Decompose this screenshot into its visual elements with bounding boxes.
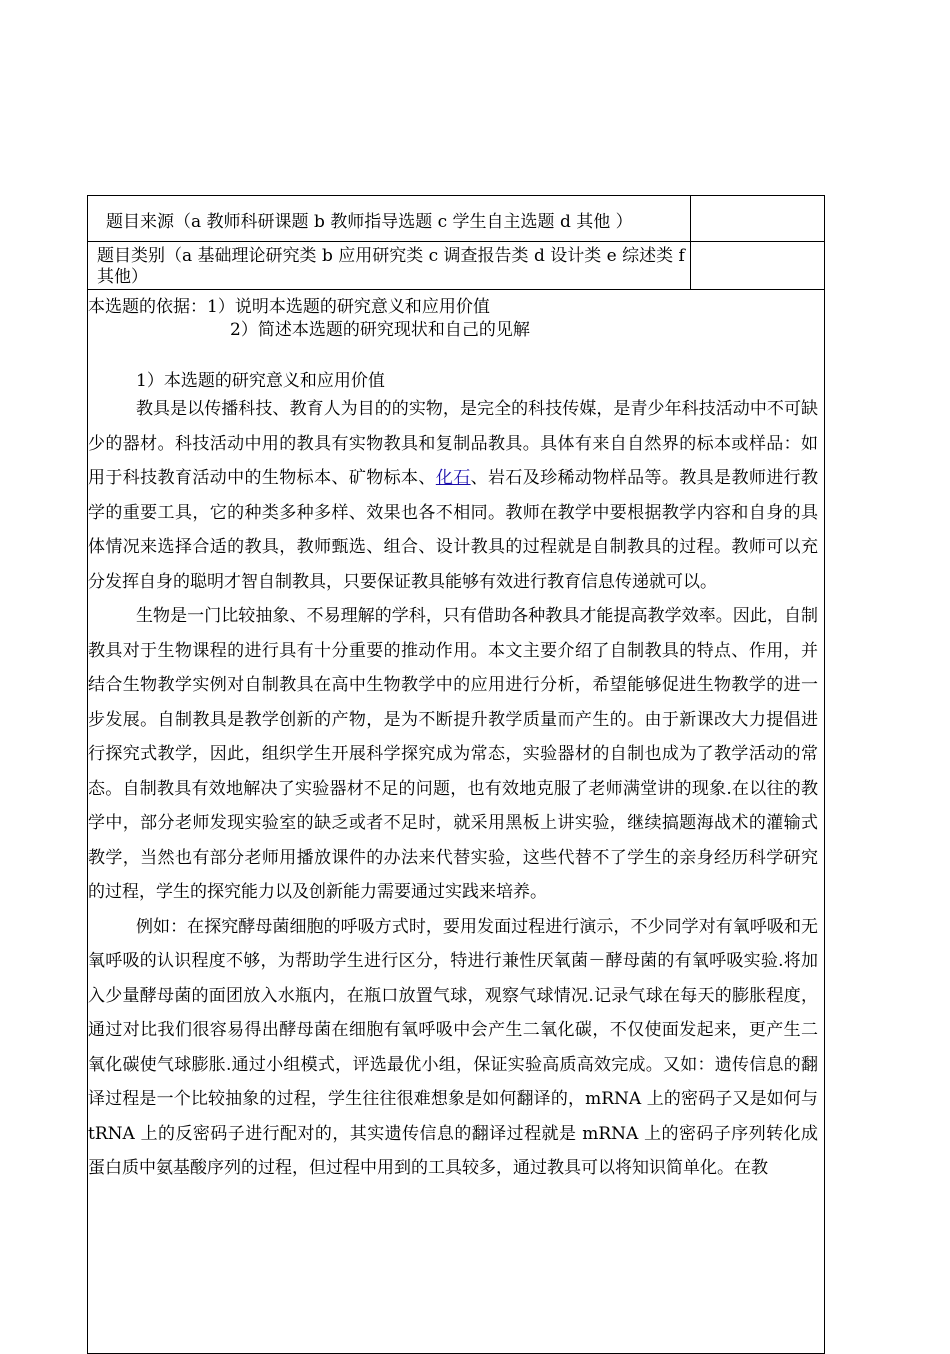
topic-source-row: [87, 195, 825, 241]
fossil-link[interactable]: 化石: [435, 468, 471, 488]
proposal-table: [87, 195, 825, 1354]
topic-category-row: [87, 241, 825, 289]
section-heading: 1）本选题的研究意义和应用价值: [136, 371, 385, 391]
paragraph-1: [88, 392, 818, 599]
basis-line-2: 2）简述本选题的研究现状和自己的见解: [230, 320, 530, 340]
paragraph-1-text-b: 、岩石及珍稀动物样品等。教具是教师进行教学的重要工具，它的种类多种多样、效果也各不相同。教师在教学中要根据教学内容和自身的具体情况来选择合适的教具，教师甄选、组合、设计教具的过程就是自制教具的过程。教师可以充分发挥自身的聪明才智自制教具，只要保证教具能够有效进行教育信息传递就可以。: [88, 468, 819, 592]
topic-source-value-cell[interactable]: [692, 196, 824, 241]
section-body: [88, 392, 818, 1186]
paragraph-3: 例如：在探究酵母菌细胞的呼吸方式时，要用发面过程进行演示，不少同学对有氧呼吸和无氧呼吸的认识程度不够，为帮助学生进行区分，特进行兼性厌氧菌－酵母菌的有氧呼吸实验.将加入少量酵母菌的面团放入水瓶内，在瓶口放置气球，观察气球情况.记录气球在每天的膨胀程度，通过对比我们很容易得出酵母菌在细胞有氧呼吸中会产生二氧化碳，不仅使面发起来，更产生二氧化碳使气球膨胀.通过小组模式，评选最优小组，保证实验高质高效完成。又如：遗传信息的翻译过程是一个比较抽象的过程，学生往往很难想象是如何翻译的，mRNA 上的密码子又是如何与 tRNA 上的反密码子进行配对的，其实遗传信息的翻译过程就是 mRNA 上的密码子序列转化成蛋白质中氨基酸序列的过程，但过程中用到的工具较多，通过教具可以将知识简单化。在教: [88, 916, 818, 1178]
basis-line-1: 本选题的依据：1）说明本选题的研究意义和应用价值: [88, 297, 490, 317]
paragraph-1-text-a: 教具是以传播科技、教育人为目的的实物，是完全的科技传媒，是青少年科技活动中不可缺少的器材。科技活动中用的教具有实物教具和复制品教具。具体有来自自然界的标本或样品：如用于科技教育活动中的生物标本、矿物标本、: [88, 399, 818, 488]
basis-row: [87, 289, 825, 1354]
topic-category-value-cell[interactable]: [692, 242, 824, 289]
paragraph-2: 生物是一门比较抽象、不易理解的学科，只有借助各种教具才能提高教学效率。因此，自制教具对于生物课程的进行具有十分重要的推动作用。本文主要介绍了自制教具的特点、作用，并结合生物教学实例对自制教具在高中生物教学中的应用进行分析，希望能够促进生物教学的进一步发展。自制教具是教学创新的产物，是为不断提升教学质量而产生的。由于新课改大力提倡进行探究式教学，因此，组织学生开展科学探究成为常态，实验器材的自制也成为了教学活动的常态。自制教具有效地解决了实验器材不足的问题，也有效地克服了老师满堂讲的现象.在以往的教学中，部分老师发现实验室的缺乏或者不足时，就采用黑板上讲实验，继续搞题海战术的灌输式教学，当然也有部分老师用播放课件的办法来代替实验，这些代替不了学生的亲身经历科学研究的过程，学生的探究能力以及创新能力需要通过实践来培养。: [88, 606, 818, 902]
topic-source-label-cell: [88, 196, 691, 241]
topic-category-label-cell: [88, 242, 691, 289]
topic-category-label: 题目类别（a 基础理论研究类 b 应用研究类 c 调查报告类 d 设计类 e 综述类 f 其他）: [97, 246, 685, 287]
topic-source-label: 题目来源（a 教师科研课题 b 教师指导选题 c 学生自主选题 d 其他 ）: [106, 212, 633, 232]
